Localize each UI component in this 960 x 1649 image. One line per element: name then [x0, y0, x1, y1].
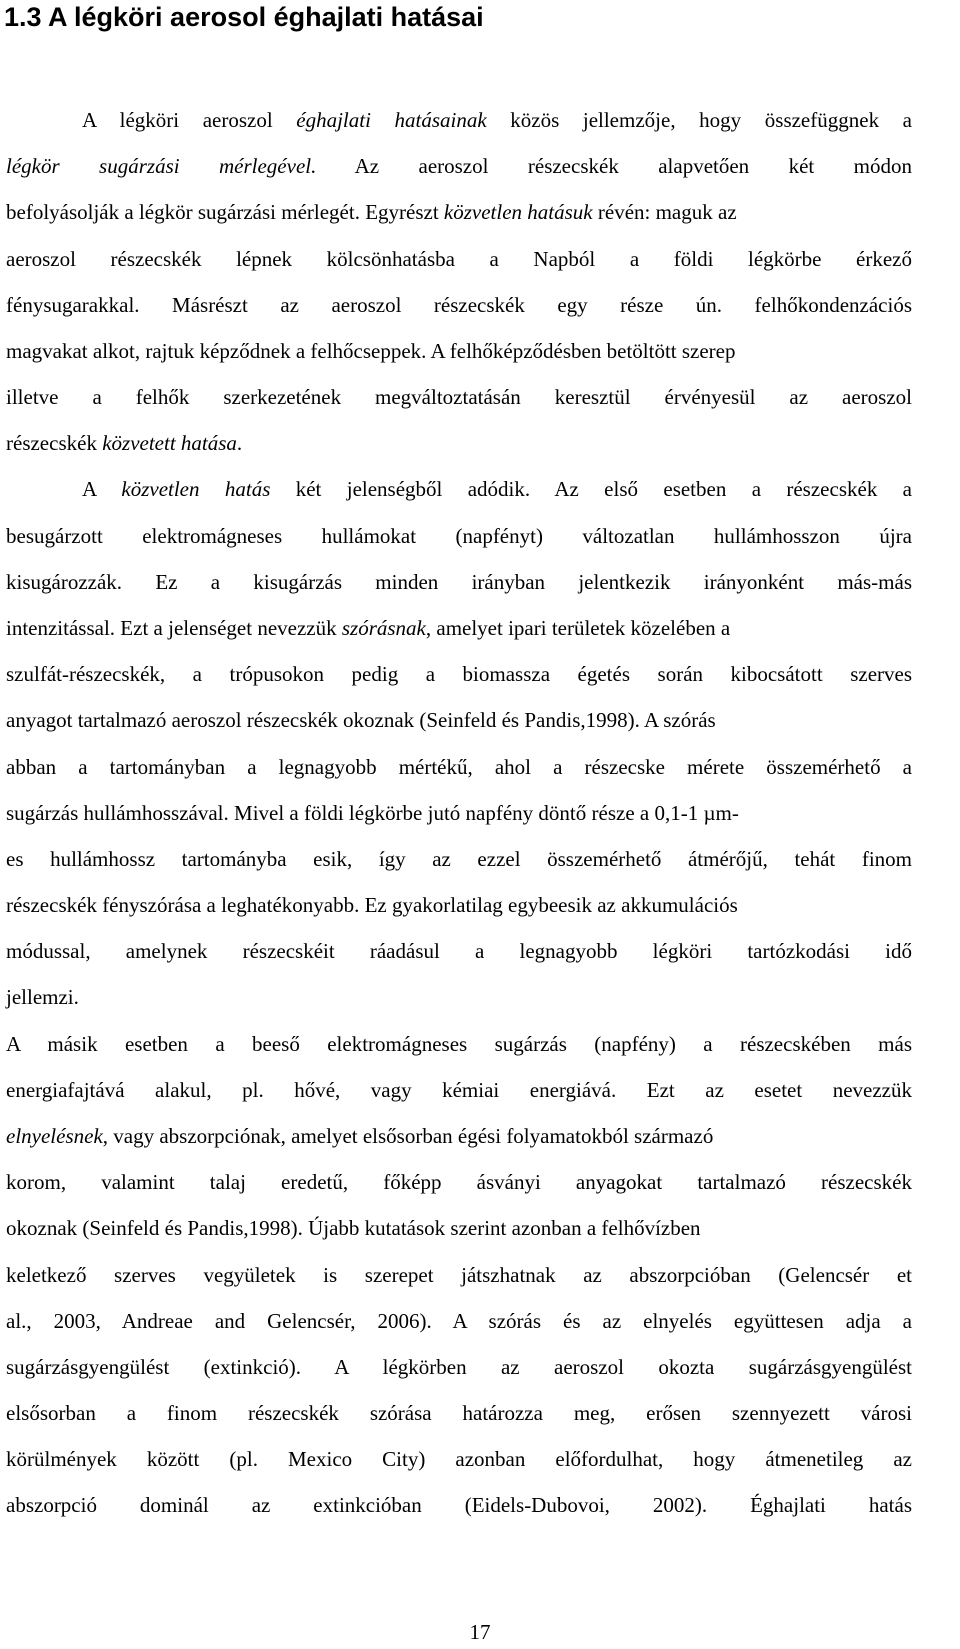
text-segment: kisugározzák. Ez a kisugárzás minden irányban jelentkezik irányonként más-más [6, 569, 912, 594]
text-segment: A [82, 477, 122, 502]
text-segment: A másik esetben a beeső elektromágneses sugárzás (napfény) a részecskében más [6, 1031, 912, 1056]
text-segment: befolyásolják a légkör sugárzási mérlegét. Egyrészt [6, 200, 444, 225]
text-line [82, 472, 912, 506]
text-line [6, 1211, 912, 1245]
text-segment: intenzitással. Ezt a jelenséget nevezzük [6, 615, 342, 640]
text-line [6, 1304, 912, 1338]
italic-text: légkör sugárzási mérlegével. [6, 154, 317, 179]
text-line [6, 1488, 912, 1522]
italic-text: elnyelésnek [6, 1123, 103, 1148]
text-line [82, 103, 912, 137]
text-line [6, 1165, 912, 1199]
text-segment: elsősorban a finom részecskék szórása határozza meg, erősen szennyezett városi [6, 1401, 912, 1426]
text-segment: két jelenségből adódik. Az első esetben a részecskék a [270, 477, 912, 502]
text-segment: fénysugarakkal. Másrészt az aeroszol részecskék egy része ún. felhőkondenzációs [6, 292, 912, 317]
text-line [6, 1119, 912, 1153]
text-line [6, 288, 912, 322]
text-segment: keletkező szerves vegyületek is szerepet játszhatnak az abszorpcióban (Gelencsér et [6, 1262, 912, 1287]
text-segment: korom, valamint talaj eredetű, főképp ásványi anyagokat tartalmazó részecskék [6, 1170, 912, 1195]
text-segment: körülmények között (pl. Mexico City) azonban előfordulhat, hogy átmenetileg az [6, 1447, 912, 1472]
text-line [6, 842, 912, 876]
text-segment: abban a tartományban a legnagyobb mértékű, ahol a részecske mérete összemérhető a [6, 754, 912, 779]
text-line [6, 1258, 912, 1292]
text-segment: illetve a felhők szerkezetének megváltoztatásán keresztül érvényesül az aeroszol [6, 385, 912, 410]
text-segment: A légköri aeroszol [82, 108, 297, 132]
text-line [6, 1027, 912, 1061]
italic-text: közvetett hatása [102, 431, 237, 456]
text-line [6, 888, 912, 922]
text-line [6, 611, 912, 645]
text-line [6, 1073, 912, 1107]
text-segment: al., 2003, Andreae and Gelencsér, 2006). A szórás és az elnyelés együttesen adja a [6, 1308, 912, 1333]
text-segment: közös jellemzője, hogy összefüggnek a [486, 108, 912, 132]
text-line [6, 195, 912, 229]
text-segment: besugárzott elektromágneses hullámokat (napfényt) változatlan hullámhosszon újra [6, 523, 912, 548]
text-line [6, 1442, 912, 1476]
text-segment: sugárzásgyengülést (extinkció). A légkörben az aeroszol okozta sugárzásgyengülést [6, 1354, 912, 1379]
text-line [6, 380, 912, 414]
text-line [6, 657, 912, 691]
text-line [6, 796, 912, 830]
text-segment: módussal, amelynek részecskéit ráadásul a legnagyobb légköri tartózkodási idő [6, 939, 912, 964]
text-segment: okoznak (Seinfeld és Pandis,1998). Újabb kutatások szerint azonban a felhővízben [6, 1216, 701, 1241]
text-segment: . [236, 431, 243, 456]
text-segment: sugárzás hullámhosszával. Mivel a földi légkörbe jutó napfény döntő része a 0,1-1 µm- [6, 800, 739, 825]
text-segment: anyagot tartalmazó aeroszol részecskék okoznak (Seinfeld és Pandis,1998). A szórás [6, 708, 716, 733]
text-segment: részecskék [6, 431, 103, 456]
italic-text: szórásnak [341, 615, 426, 640]
text-segment: es hullámhossz tartományba esik, így az ezzel összemérhető átmérőjű, tehát finom [6, 846, 912, 871]
text-line [6, 565, 912, 599]
text-line [6, 426, 912, 460]
text-segment: aeroszol részecskék lépnek kölcsönhatásba a Napból a földi légkörbe érkező [6, 246, 912, 271]
text-line [6, 1350, 912, 1384]
text-line [6, 934, 912, 968]
text-segment: , vagy abszorpciónak, amelyet elsősorban égési folyamatokból származó [102, 1123, 714, 1148]
italic-text: éghajlati hatásainak [296, 108, 487, 132]
text-segment: , amelyet ipari területek közelében a [425, 615, 731, 640]
text-line [6, 750, 912, 784]
text-line [6, 334, 912, 368]
text-segment: energiafajtává alakul, pl. hővé, vagy kémiai energiává. Ezt az esetet nevezzük [6, 1077, 912, 1102]
italic-text: közvetlen hatásuk [443, 200, 593, 225]
text-line [6, 519, 912, 553]
text-segment: szulfát-részecskék, a trópusokon pedig a biomassza égetés során kibocsátott szerves [6, 662, 912, 687]
text-line [6, 980, 912, 1014]
text-line [6, 242, 912, 276]
section-heading: 1.3 A légköri aerosol éghajlati hatásai [4, 2, 484, 32]
italic-text: közvetlen hatás [121, 477, 271, 502]
text-line [6, 1396, 912, 1430]
text-segment: jellemzi. [6, 985, 79, 1010]
page-number: 17 [469, 1620, 491, 1644]
text-segment: részecskék fényszórása a leghatékonyabb. Ez gyakorlatilag egybeesik az akkumulációs [6, 893, 738, 918]
text-segment: abszorpció dominál az extinkcióban (Eidels-Dubovoi, 2002). Éghajlati hatás [6, 1493, 912, 1518]
text-segment: Az aeroszol részecskék alapvetően két módon [316, 154, 912, 179]
text-segment: révén: maguk az [592, 200, 737, 225]
text-segment: magvakat alkot, rajtuk képződnek a felhőcseppek. A felhőképződésben betöltött szerep [6, 338, 736, 363]
text-line [6, 703, 912, 737]
text-line [6, 149, 912, 183]
